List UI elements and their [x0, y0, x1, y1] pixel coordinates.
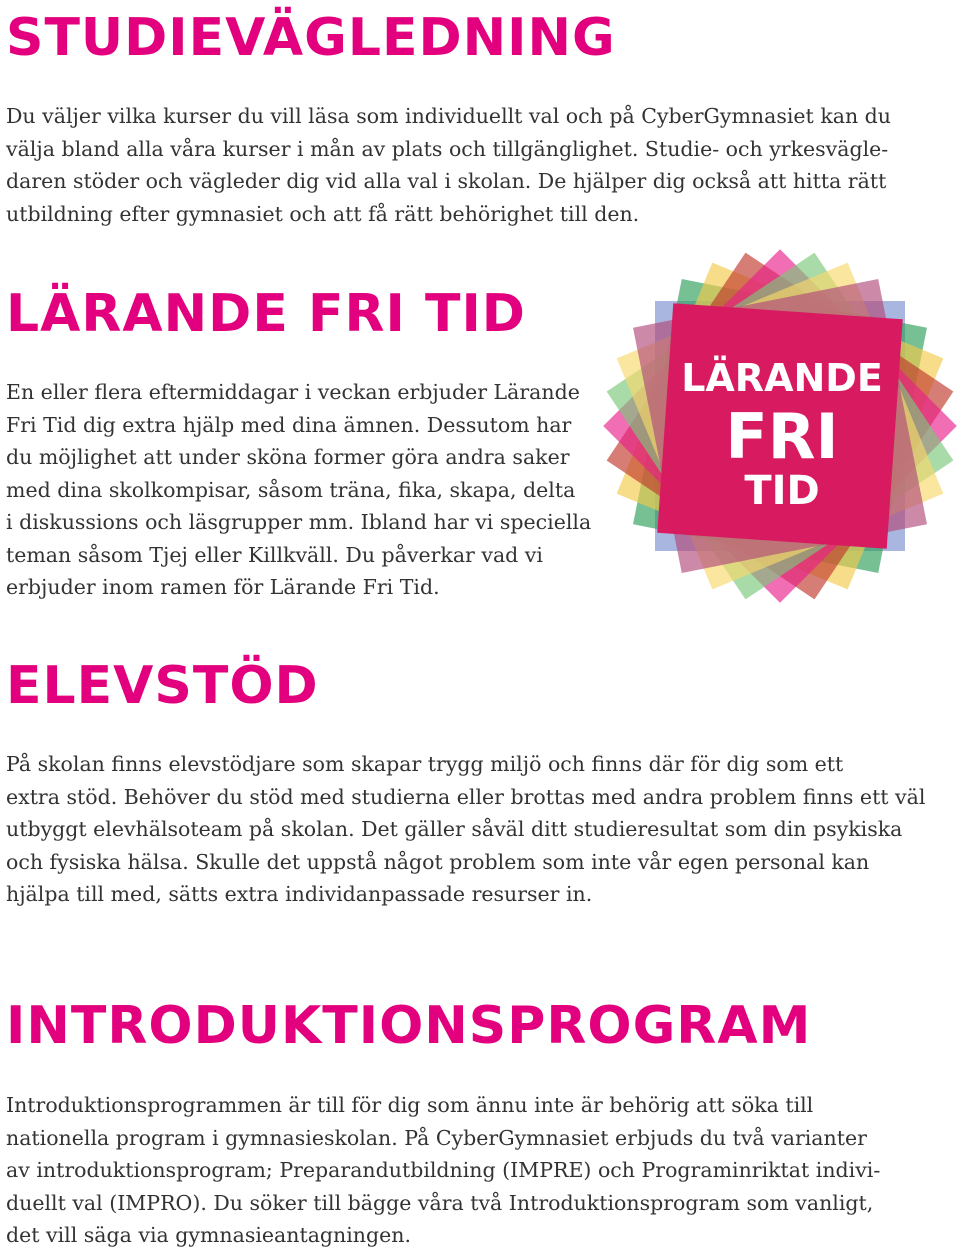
text-line: teman såsom Tjej eller Killkväll. Du påverkar vad vi: [6, 542, 543, 567]
paragraph-studievagledning: [6, 100, 946, 230]
text-line: hjälpa till med, sätts extra individanpassade resurser in.: [6, 882, 593, 906]
paragraph-larande-fri-tid: [6, 376, 606, 604]
text-line: Du väljer vilka kurser du vill läsa som individuellt val och på CyberGymnasiet kan du: [6, 104, 892, 128]
text-line: Fri Tid dig extra hjälp med dina ämnen. Dessutom har: [6, 412, 572, 437]
text-line: extra stöd. Behöver du stöd med studierna eller brottas med andra problem finns ett väl: [6, 784, 926, 809]
text-line: du möjlighet att under sköna former göra andra saker: [6, 445, 570, 469]
text-line: daren stöder och vägleder dig vid alla val i skolan. De hjälper dig också att hitta rätt: [6, 169, 887, 193]
heading-introduktionsprogram: INTRODUKTIONSPROGRAM: [6, 996, 812, 1056]
text-line: med dina skolkompisar, såsom träna, fika, skapa, delta: [6, 477, 576, 502]
text-line: duellt val (IMPRO). Du söker till bägge våra två Introduktionsprogram som vanligt,: [6, 1190, 874, 1215]
larande-fri-tid-logo: [600, 246, 960, 606]
heading-studievagledning: STUDIEVÄGLEDNING: [6, 8, 616, 68]
text-line: nationella program i gymnasieskolan. På CyberGymnasiet erbjuds du två varianter: [6, 1125, 867, 1150]
paragraph-introduktionsprogram: [6, 1089, 946, 1252]
text-line: välja bland alla våra kurser i mån av plats och tillgänglighet. Studie- och yrkesvägle-: [6, 136, 889, 161]
text-line: och fysiska hälsa. Skulle det uppstå något problem som inte vår egen personal kan: [6, 849, 870, 874]
text-line: På skolan finns elevstödjare som skapar trygg miljö och finns där för dig som ett: [6, 752, 844, 776]
logo-text-tid: TID: [744, 468, 820, 514]
heading-elevstod: ELEVSTÖD: [6, 656, 319, 716]
text-line: i diskussions och läsgrupper mm. Ibland har vi speciella: [6, 510, 592, 534]
text-line: av introduktionsprogram; Preparandutbildning (IMPRE) och Programinriktat indivi-: [6, 1158, 881, 1182]
paragraph-elevstod: [6, 748, 946, 911]
logo-text-fri: FRI: [725, 400, 839, 473]
text-line: Introduktionsprogrammen är till för dig som ännu inte är behörig att söka till: [6, 1093, 814, 1117]
text-line: utbyggt elevhälsoteam på skolan. Det gäller såväl ditt studieresultat som din psykiska: [6, 817, 903, 841]
logo-text-larande: LÄRANDE: [681, 356, 883, 400]
text-line: det vill säga via gymnasieantagningen.: [6, 1223, 411, 1247]
text-line: erbjuder inom ramen för Lärande Fri Tid.: [6, 575, 440, 599]
text-line: utbildning efter gymnasiet och att få rätt behörighet till den.: [6, 201, 640, 226]
text-line: En eller flera eftermiddagar i veckan erbjuder Lärande: [6, 380, 580, 404]
heading-larande-fri-tid: LÄRANDE FRI TID: [6, 284, 526, 344]
